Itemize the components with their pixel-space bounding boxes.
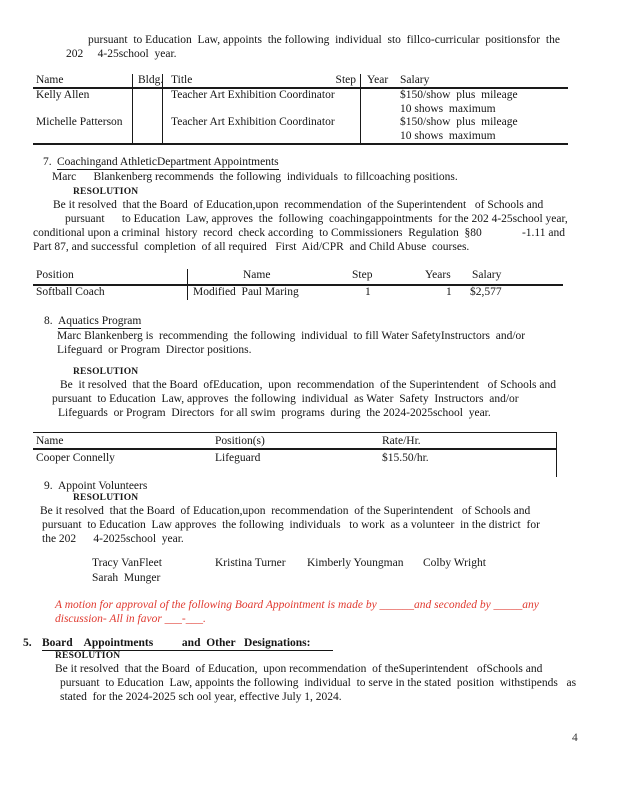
intro-line-2: 202 4-25school year. <box>66 48 177 60</box>
salary-line: 10 shows maximum <box>400 102 496 115</box>
resolution-label: RESOLUTION <box>73 367 139 377</box>
volunteer-name: Sarah Munger <box>92 572 161 584</box>
cell-name: Modified Paul Maring <box>193 286 299 298</box>
column-header-name: Name <box>243 269 271 281</box>
table-row <box>33 286 563 300</box>
volunteer-name: Kristina Turner <box>215 557 286 569</box>
resolution-line: pursuant to Education Law, approves the following coachingappointments for the 202 4-25school year, <box>65 213 568 225</box>
cell-salary <box>361 116 568 143</box>
cell-name: Kelly Allen <box>36 89 90 101</box>
cell-title: Teacher Art Exhibition Coordinator <box>171 116 335 128</box>
resolution-label: RESOLUTION <box>55 651 121 661</box>
column-header-step: Step <box>335 74 356 86</box>
column-header-name: Name <box>36 435 64 447</box>
cell-name: Michelle Patterson <box>36 116 123 128</box>
section-heading: Aquatics Program <box>58 315 142 327</box>
resolution-line: stated for the 2024-2025 sch ool year, effective July 1, 2024. <box>60 691 342 703</box>
motion-approval-text <box>23 598 598 626</box>
section-number: 5. <box>23 637 32 649</box>
section-heading-row <box>44 479 598 493</box>
column-header-year: Year <box>367 74 389 86</box>
section-appoint-volunteers <box>23 479 598 585</box>
column-header-bldg: Bldg. <box>132 74 163 87</box>
section-intro-line: Marc Blankenberg recommends the following individuals to fillcoaching positions. <box>52 171 458 183</box>
cell-years: 1 <box>446 286 452 298</box>
column-header-positions: Position(s) <box>215 435 265 447</box>
table-row <box>33 89 568 116</box>
aquatics-table <box>33 432 557 477</box>
table-row <box>33 116 568 143</box>
cell-salary: $2,577 <box>470 286 502 298</box>
aquatics-table-header <box>33 433 556 450</box>
section-heading: Appoint Volunteers <box>58 480 148 492</box>
salary-line: 10 shows maximum <box>400 129 496 142</box>
cell-title: Teacher Art Exhibition Coordinator <box>171 89 335 101</box>
motion-line: discussion- All in favor ___-___. <box>55 613 206 625</box>
section-coaching-appointments <box>23 155 598 254</box>
column-header-step: Step <box>352 269 373 281</box>
cell-position: Lifeguard <box>215 452 261 464</box>
resolution-line: Be it resolved that the Board of Education, upon recommendation of theSuperintendent ofSchools and <box>55 663 543 675</box>
volunteer-name: Kimberly Youngman <box>307 557 404 569</box>
motion-line: A motion for approval of the following Board Appointment is made by ______and seconded by _____any <box>55 599 539 611</box>
resolution-line: the 202 4-2025school year. <box>42 533 184 545</box>
volunteer-names-row <box>23 557 598 571</box>
resolution-line: conditional upon a criminal history record check according to Commissioners Regulation §80 -1.11 and <box>33 227 565 239</box>
column-header-title: Title <box>171 74 193 86</box>
resolution-line: pursuant to Education Law, approves the following individual as Water Safety Instructors and/or <box>52 393 519 405</box>
table-row <box>33 450 556 477</box>
coaching-table-header <box>33 269 563 286</box>
cell-position: Softball Coach <box>36 286 105 298</box>
volunteer-name: Colby Wright <box>423 557 486 569</box>
resolution-line: Lifeguards or Program Directors for all swim programs during the 2024-2025school year. <box>58 407 491 419</box>
column-header-salary: Salary <box>400 74 430 86</box>
section-board-appointments <box>23 636 598 704</box>
section-heading-row <box>23 636 598 651</box>
column-header-position: Position <box>36 269 74 281</box>
column-header-salary: Salary <box>472 269 502 281</box>
section-heading: Coachingand AthleticDepartment Appointments <box>57 156 279 168</box>
resolution-line: Be it resolved that the Board ofEducation, upon recommendation of the Superintendent of Schools and <box>60 379 556 391</box>
column-header-title-step <box>163 74 361 87</box>
cell-step: 1 <box>365 286 371 298</box>
volunteer-name: Tracy VanFleet <box>92 557 162 569</box>
section-heading-row <box>44 314 598 329</box>
cell-name: Cooper Connelly <box>36 452 115 464</box>
section-number: 7. <box>43 156 52 168</box>
resolution-line: Part 87, and successful completion of all required First Aid/CPR and Child Abuse courses. <box>33 241 470 253</box>
section-intro-line: Marc Blankenberg is recommending the following individual to fill Water SafetyInstructors and/or <box>57 330 526 342</box>
column-header-rate: Rate/Hr. <box>382 435 421 447</box>
cell-bldg <box>132 89 163 116</box>
column-header-name: Name <box>36 74 64 86</box>
cell-rate: $15.50/hr. <box>382 452 429 464</box>
column-header-years: Years <box>425 269 451 281</box>
resolution-label: RESOLUTION <box>73 493 139 503</box>
resolution-label: RESOLUTION <box>73 187 139 197</box>
intro-line-1: pursuant to Education Law, appoints the following individual sto fillco-curricular positionsfor the <box>88 34 560 46</box>
section-number: 8. <box>44 315 53 327</box>
co-curricular-table-header <box>33 74 568 89</box>
resolution-line: Be it resolved that the Board of Education,upon recommendation of the Superintendent of Schools and <box>40 505 531 517</box>
co-curricular-table <box>33 74 568 145</box>
cell-bldg <box>132 116 163 143</box>
resolution-line: Be it resolved that the Board of Education,upon recommendation of the Superintendent of Schools and <box>53 199 544 211</box>
salary-line: $150/show plus mileage <box>400 116 518 128</box>
section-intro-line: Lifeguard or Program Director positions. <box>57 344 252 356</box>
salary-line: $150/show plus mileage <box>400 89 518 101</box>
page-number: 4 <box>572 732 578 744</box>
resolution-line: pursuant to Education Law approves the following individuals to work as a volunteer in the district for <box>42 519 540 531</box>
cell-salary <box>361 89 568 116</box>
coaching-table <box>33 269 563 300</box>
resolution-line: pursuant to Education Law, appoints the following individual to serve in the stated position withstipends as <box>60 677 577 689</box>
section-number: 9. <box>44 480 53 492</box>
section-aquatics-program <box>23 314 598 420</box>
section-heading-row <box>43 155 598 170</box>
column-header-year-salary <box>361 74 568 87</box>
section-heading: Board Appointments and Other Designations: <box>42 637 334 649</box>
intro-paragraph <box>23 33 598 61</box>
